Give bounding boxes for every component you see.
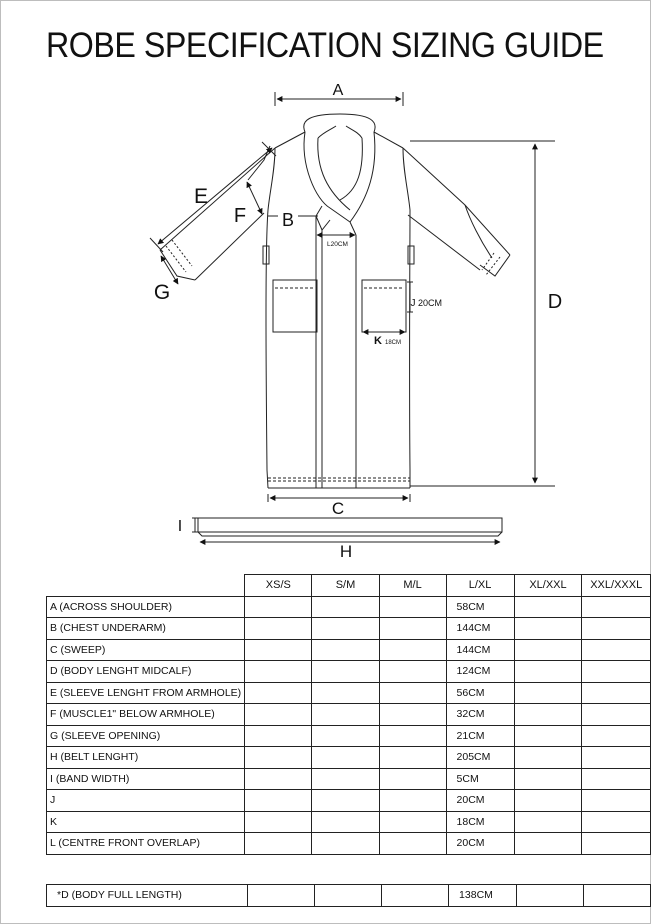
label-d: D (547, 291, 563, 313)
measurement-value-cell (312, 725, 379, 747)
measurement-value-cell (245, 618, 312, 640)
measurement-value-cell (514, 639, 582, 661)
table-row (47, 768, 651, 790)
measurement-value-cell: 20CM (446, 790, 514, 812)
measurement-value-cell (245, 747, 312, 769)
measurement-value-cell (312, 790, 379, 812)
table-row (47, 790, 651, 812)
measurement-value-cell (584, 885, 651, 907)
measurement-value-cell (582, 725, 651, 747)
full-length-table (46, 884, 651, 907)
measurement-value-cell (582, 661, 651, 683)
measurement-value-cell (312, 682, 379, 704)
table-row (47, 661, 651, 683)
measurement-value-cell (245, 704, 312, 726)
measurement-value-cell (379, 639, 446, 661)
measurement-value-cell (245, 661, 312, 683)
measurement-value-cell (379, 747, 446, 769)
measurement-value-cell (312, 833, 379, 855)
measurement-value-cell (514, 725, 582, 747)
measurement-value-cell (379, 725, 446, 747)
measurement-value-cell (245, 768, 312, 790)
measurement-value-cell (514, 768, 582, 790)
table-row (47, 682, 651, 704)
size-header-cell: S/M (312, 575, 379, 597)
pocket-width-label: 18CM (385, 340, 402, 346)
label-i: I (177, 518, 183, 535)
measurement-value-cell (514, 661, 582, 683)
measurement-value-cell (245, 811, 312, 833)
label-j: J (410, 298, 416, 309)
measurement-value-cell: 18CM (446, 811, 514, 833)
table-row (47, 618, 651, 640)
measurement-value-cell (582, 639, 651, 661)
measurement-value-cell (245, 725, 312, 747)
measurement-value-cell (382, 885, 449, 907)
measurement-value-cell (379, 682, 446, 704)
measurement-value-cell: 144CM (446, 618, 514, 640)
table-row (47, 725, 651, 747)
measurement-label-cell: K (47, 811, 245, 833)
measurement-value-cell: 32CM (446, 704, 514, 726)
measurement-value-cell (245, 833, 312, 855)
measurement-label-cell: H (BELT LENGHT) (47, 747, 245, 769)
table-row (47, 704, 651, 726)
table-row (47, 747, 651, 769)
label-f: F (233, 205, 247, 227)
measurement-value-cell (312, 618, 379, 640)
measurement-value-cell (245, 790, 312, 812)
measurement-value-cell (315, 885, 382, 907)
measurement-value-cell (582, 618, 651, 640)
measurement-value-cell: 205CM (446, 747, 514, 769)
measurement-value-cell (245, 596, 312, 618)
label-g: G (153, 281, 171, 304)
measurement-value-cell (312, 596, 379, 618)
measurement-value-cell (514, 618, 582, 640)
measurement-label-cell: J (47, 790, 245, 812)
label-h: H (339, 542, 353, 560)
measurement-value-cell (582, 747, 651, 769)
measurement-label-cell: I (BAND WIDTH) (47, 768, 245, 790)
measurement-value-cell (582, 811, 651, 833)
measurement-value-cell (312, 661, 379, 683)
table-row (47, 639, 651, 661)
sizing-table (46, 574, 651, 855)
measurement-label-cell: *D (BODY FULL LENGTH) (47, 885, 248, 907)
measurement-label-cell: D (BODY LENGHT MIDCALF) (47, 661, 245, 683)
measurement-value-cell (514, 790, 582, 812)
table-row (47, 833, 651, 855)
header-corner-cell (47, 575, 245, 597)
measurement-value-cell (245, 682, 312, 704)
measurement-value-cell (514, 811, 582, 833)
measurement-value-cell (379, 596, 446, 618)
measurement-value-cell (312, 768, 379, 790)
measurement-value-cell (514, 682, 582, 704)
label-a: A (332, 82, 344, 99)
pocket-height-label: 20CM (418, 298, 443, 308)
measurement-label-cell: E (SLEEVE LENGHT FROM ARMHOLE) (47, 682, 245, 704)
overlap-label: L20CM (327, 241, 348, 248)
measurement-value-cell (379, 833, 446, 855)
measurement-label-cell: F (MUSCLE1" BELOW ARMHOLE) (47, 704, 245, 726)
measurement-value-cell (582, 682, 651, 704)
measurement-value-cell (582, 790, 651, 812)
robe-diagram (0, 70, 651, 560)
measurement-value-cell (514, 833, 582, 855)
label-b: B (281, 210, 295, 230)
measurement-value-cell (379, 618, 446, 640)
size-header-cell: XXL/XXXL (582, 575, 651, 597)
label-k: K (374, 335, 382, 347)
measurement-label-cell: C (SWEEP) (47, 639, 245, 661)
measurement-value-cell (312, 811, 379, 833)
measurement-value-cell (514, 747, 582, 769)
table-header-row (47, 575, 651, 597)
page-title: ROBE SPECIFICATION SIZING GUIDE (46, 26, 604, 65)
measurement-value-cell: 58CM (446, 596, 514, 618)
measurement-value-cell (248, 885, 315, 907)
measurement-value-cell (514, 596, 582, 618)
measurement-value-cell (517, 885, 584, 907)
table-row (47, 811, 651, 833)
measurement-value-cell (514, 704, 582, 726)
measurement-value-cell: 144CM (446, 639, 514, 661)
measurement-value-cell (245, 639, 312, 661)
measurement-value-cell (379, 811, 446, 833)
measurement-value-cell (379, 768, 446, 790)
size-header-cell: XS/S (245, 575, 312, 597)
measurement-value-cell (379, 704, 446, 726)
measurement-value-cell (379, 790, 446, 812)
size-header-cell: L/XL (446, 575, 514, 597)
measurement-label-cell: A (ACROSS SHOULDER) (47, 596, 245, 618)
measurement-value-cell (582, 596, 651, 618)
measurement-value-cell (582, 833, 651, 855)
size-header-cell: M/L (379, 575, 446, 597)
table-row (47, 596, 651, 618)
measurement-label-cell: L (CENTRE FRONT OVERLAP) (47, 833, 245, 855)
measurement-value-cell (312, 747, 379, 769)
size-header-cell: XL/XXL (514, 575, 582, 597)
table-row (47, 885, 651, 907)
measurement-value-cell: 138CM (449, 885, 517, 907)
measurement-value-cell (582, 768, 651, 790)
measurement-value-cell (582, 704, 651, 726)
measurement-value-cell: 56CM (446, 682, 514, 704)
label-e: E (193, 185, 209, 208)
label-c: C (331, 499, 345, 518)
measurement-label-cell: G (SLEEVE OPENING) (47, 725, 245, 747)
measurement-value-cell (312, 639, 379, 661)
measurement-value-cell: 124CM (446, 661, 514, 683)
measurement-value-cell (379, 661, 446, 683)
measurement-value-cell: 5CM (446, 768, 514, 790)
measurement-value-cell (312, 704, 379, 726)
measurement-value-cell: 20CM (446, 833, 514, 855)
measurement-value-cell: 21CM (446, 725, 514, 747)
measurement-label-cell: B (CHEST UNDERARM) (47, 618, 245, 640)
